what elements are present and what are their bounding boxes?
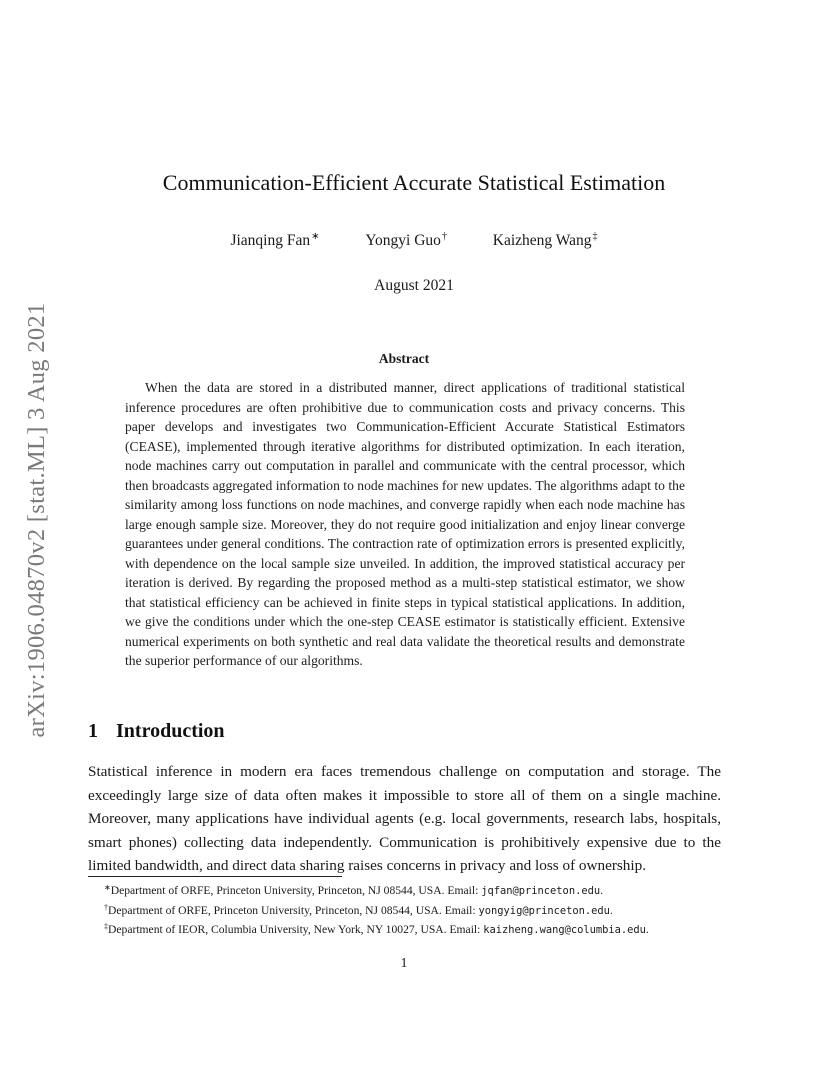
footnote-text: Department of ORFE, Princeton University, Princeton, NJ 08544, USA. Email: xyxy=(110,884,482,897)
author-list xyxy=(0,231,828,250)
footnote-divider xyxy=(88,876,342,877)
email-link[interactable]: kaizheng.wang@columbia.edu xyxy=(483,924,646,937)
footnote-text: Department of ORFE, Princeton University, Princeton, NJ 08544, USA. Email: xyxy=(108,903,479,917)
footnote-end: . xyxy=(600,884,603,897)
footnote-mark: † xyxy=(104,902,108,912)
author-2 xyxy=(365,231,447,250)
publication-date: August 2021 xyxy=(374,277,454,294)
page-number: 1 xyxy=(400,956,408,971)
email-link[interactable]: jqfan@princeton.edu xyxy=(481,885,601,897)
author-name: Jianqing Fan xyxy=(230,232,311,249)
author-affiliation-mark: † xyxy=(441,231,447,242)
author-name: Kaizheng Wang xyxy=(492,232,592,249)
abstract-text: When the data are stored in a distributed manner, direct applications of traditional statistical inference procedures are often prohibitive due to communication costs and privacy concerns. This paper develops and investigates two Communication-Efficient Accurate Statistical Estimators (CEASE), implemented through iterative algorithms for distributed optimization. In each iteration, node machines carry out computation in parallel and communicate with the central processor, which then broadcasts aggregated information to node machines for new updates. The algorithms adapt to the similarity among loss functions on node machines, and converge rapidly when each node machine has large enough sample size. Moreover, they do not require good initialization and enjoy linear converge guarantees under general conditions. The contraction rate of optimization errors is presented explicitly, with dependence on the local sample size unveiled. In addition, the improved statistical accuracy per iteration is derived. By regarding the proposed method as a multi-step statistical estimator, we show that statistical efficiency can be achieved in finite steps in typical statistical applications. In addition, we give the conditions under which the one-step CEASE estimator is statistically efficient. Extensive numerical experiments on both synthetic and real data validate the theoretical results and demonstrate the superior performance of our algorithms. xyxy=(125,380,685,668)
paper-title: Communication-Efficient Accurate Statistical Estimation xyxy=(162,170,666,195)
author-affiliation-mark: ‡ xyxy=(592,231,598,242)
section-number: 1 xyxy=(88,720,98,742)
footnote-mark: ∗ xyxy=(104,883,111,892)
footnote-mark: ‡ xyxy=(104,922,108,932)
introduction-paragraph: Statistical inference in modern era faces tremendous challenge on computation and storage. The exceedingly large size of data often makes it impossible to store all of them on a single machine. Moreover, many applications have individual agents (e.g. local governments, research labs, hospitals, smart phones) collecting data independently. Communication is prohibitively expensive due to the limited bandwidth, and direct data sharing raises concerns in privacy and loss of ownership. xyxy=(88,763,721,874)
author-name: Yongyi Guo xyxy=(365,232,441,249)
footnotes xyxy=(104,880,744,939)
abstract-heading: Abstract xyxy=(378,351,430,366)
email-link[interactable]: yongyig@princeton.edu xyxy=(478,904,610,917)
footnote-item xyxy=(104,880,744,900)
footnote-item xyxy=(104,919,744,939)
author-3 xyxy=(493,231,598,250)
section-title: Introduction xyxy=(116,720,225,742)
section-heading xyxy=(88,720,225,743)
footnote-end: . xyxy=(609,903,613,917)
author-1 xyxy=(230,231,319,250)
footnote-end: . xyxy=(645,923,649,937)
author-affiliation-mark: ∗ xyxy=(311,231,320,242)
footnote-item xyxy=(104,900,744,920)
footnote-text: Department of IEOR, Columbia University, New York, NY 10027, USA. Email: xyxy=(108,923,484,937)
arxiv-identifier-stamp: arXiv:1906.04870v2 [stat.ML] 3 Aug 2021 xyxy=(23,302,50,738)
